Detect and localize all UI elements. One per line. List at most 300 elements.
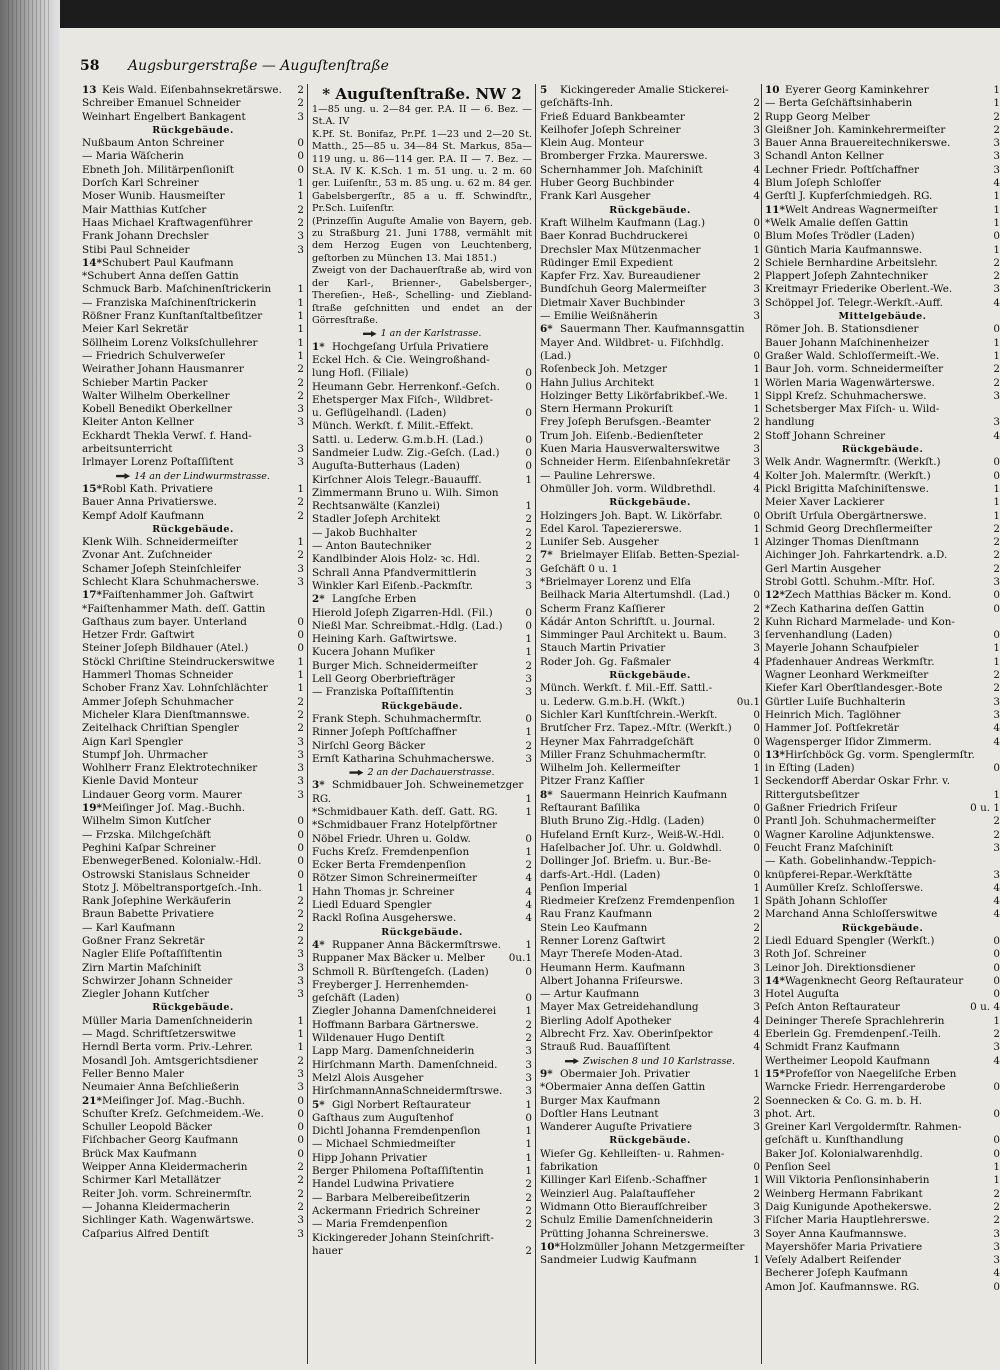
floor-number: 2	[297, 1054, 304, 1067]
resident-name: Gürtler Luiſe Buchhalterin	[765, 695, 906, 708]
entry-row	[540, 217, 760, 230]
floor-number: 1	[297, 1014, 304, 1027]
floor-number: 1	[525, 1005, 532, 1018]
entry-row	[765, 1134, 1000, 1147]
house-number: 14*	[765, 974, 785, 987]
floor-number: 2	[993, 376, 1000, 389]
resident-name: Gigl Norbert Reſtaurateur	[332, 1098, 471, 1111]
floor-number: 1	[525, 726, 532, 739]
floor-number: 3	[993, 150, 1000, 163]
resident-name: Prantl Joh. Schuhmachermeiſter	[765, 815, 936, 828]
house-number: 8*	[540, 788, 553, 801]
resident-name: Nagler Eliſe Poſtaſſiſtentin	[82, 948, 223, 961]
entry-row	[82, 337, 304, 350]
section-heading: Rückgebäude.	[609, 1135, 691, 1147]
entry-row	[540, 1148, 760, 1161]
entry-row	[765, 669, 1000, 682]
floor-number: 1	[993, 203, 1000, 216]
floor-number: 1	[993, 788, 1000, 801]
floor-number: 3	[753, 456, 760, 469]
resident-name: Ziegler Johanna Damenſchneiderei	[312, 1005, 497, 1018]
floor-number: 3	[297, 735, 304, 748]
resident-name: Gaßner Friedrich Friſeur	[765, 802, 898, 815]
entry-row	[765, 430, 1000, 443]
entry-row	[312, 859, 532, 872]
entry-row	[82, 1068, 304, 1081]
floor-number: 1	[753, 775, 760, 788]
entry-row	[765, 549, 1000, 562]
entry-row	[312, 341, 532, 354]
resident-name: Baker Joſ. Kolonialwarenhdlg.	[765, 1147, 923, 1160]
floor-number: 3	[297, 748, 304, 761]
house-number: 17*	[82, 589, 102, 602]
floor-number: 3	[297, 948, 304, 961]
entry-row	[540, 642, 760, 655]
entry-row	[765, 337, 1000, 350]
entry-row	[82, 204, 304, 217]
resident-name: Welt Andreas Wagnermeiſter	[785, 203, 938, 216]
page-number: 58	[80, 58, 100, 74]
floor-number: 4	[753, 163, 760, 176]
floor-number: 2	[993, 1200, 1000, 1213]
entry-row	[765, 363, 1000, 376]
resident-name: Feller Benno Maler	[82, 1067, 184, 1080]
resident-name: — Emilie Weißnäherin	[540, 310, 658, 323]
entry-row	[540, 802, 760, 815]
floor-number: 0	[525, 446, 532, 459]
entry-row	[765, 802, 1000, 815]
floor-number: 4	[753, 1014, 760, 1027]
floor-number: 1	[753, 1254, 760, 1267]
entry-row	[765, 696, 1000, 709]
resident-name: Gaſthaus zum bayer. Unterland	[82, 615, 247, 628]
entry-row	[540, 869, 760, 882]
resident-name: Hammerl Thomas Schneider	[82, 669, 233, 682]
resident-name: Kleiter Anton Kellner	[82, 416, 194, 429]
resident-name: Hufeland Ernſt Kurz-, Weiß-W.-Hdl.	[540, 828, 725, 841]
entry-row	[312, 833, 532, 846]
entry-row	[765, 97, 1000, 110]
floor-number: 3	[753, 1227, 760, 1240]
resident-name: Geſchäft 0 u. 1	[540, 562, 619, 575]
floor-number: 2	[297, 97, 304, 110]
resident-name: Heining Karh. Gaſtwirtswe.	[312, 633, 457, 646]
floor-number: 2	[525, 739, 532, 752]
entry-row	[765, 815, 1000, 828]
resident-name: u. Geflügelhandl. (Laden)	[312, 407, 447, 420]
resident-name: Schiele Bernhardine Arbeitslehr.	[765, 256, 938, 269]
street-info: Zweigt von der Dachauerſtraße ab, wird von der Karl-, Brienner-, Gabelsberger-, Thereſien-, Heß-, Schelling- und Zieblandſtraße geſchnitten und endet an der Görresſtraße.	[312, 265, 532, 326]
entry-row	[82, 682, 304, 695]
entry-row	[312, 620, 532, 633]
floor-number: 0	[993, 323, 1000, 336]
resident-name: Stein Leo Kaufmann	[540, 921, 648, 934]
resident-name: Schwirzer Johann Schneider	[82, 974, 233, 987]
resident-name: Hochgeſang Urſula Privatiere	[332, 340, 489, 353]
resident-name: Wohlherr Franz Elektrotechniker	[82, 762, 258, 775]
entry-row	[540, 310, 760, 323]
floor-number: 2	[525, 1218, 532, 1231]
entry-row	[540, 536, 760, 549]
floor-number: 1	[525, 1125, 532, 1138]
entry-row	[540, 1201, 760, 1214]
floor-number: 0	[525, 460, 532, 473]
floor-number: 2	[993, 536, 1000, 549]
floor-number: 0	[297, 815, 304, 828]
entry-row	[540, 962, 760, 975]
resident-name: Eyerer Georg Kaminkehrer	[785, 84, 929, 96]
entry-row	[82, 908, 304, 921]
resident-name: Schmuck Barb. Maſchinenſtrickerin	[82, 283, 272, 296]
resident-name: Schirmer Karl Metallätzer	[82, 1174, 221, 1187]
resident-name: Herndl Berta vorm. Priv.-Lehrer.	[82, 1041, 253, 1054]
entry-row	[765, 1001, 1000, 1014]
note-text: Zwischen 8 und 10 Karlstrasse.	[583, 1055, 735, 1067]
entry-row	[82, 190, 304, 203]
resident-name: Zeitelhack Chriſtian Spengler	[82, 722, 239, 735]
floor-number: 0	[993, 456, 1000, 469]
entry-row	[540, 297, 760, 310]
floor-number: 0	[525, 380, 532, 393]
floor-number: 3	[297, 243, 304, 256]
floor-number: 3	[753, 1121, 760, 1134]
resident-name: Frank Johann Drechsler	[82, 230, 209, 243]
resident-name: Hierold Joſeph Zigarren-Hdl. (Fil.)	[312, 606, 493, 619]
resident-name: Ammer Joſeph Schuhmacher	[82, 695, 234, 708]
floor-number: 1	[525, 633, 532, 646]
resident-name: Dietmair Xaver Buchbinder	[540, 296, 685, 309]
entry-row	[82, 656, 304, 669]
entry-row	[765, 1241, 1000, 1254]
entry-row	[82, 762, 304, 775]
resident-name: Baur Joh. vorm. Schneidermeiſter	[765, 363, 944, 376]
floor-number: 2	[753, 416, 760, 429]
resident-name: Zvonar Ant. Zuſchneider	[82, 549, 212, 562]
resident-name: Rupp Georg Melber	[765, 110, 870, 123]
floor-number: 1	[297, 310, 304, 323]
pointing-hand-icon	[565, 1058, 579, 1064]
floor-number: 2	[297, 908, 304, 921]
floor-number: 3	[525, 1085, 532, 1098]
floor-number: 0	[525, 1111, 532, 1124]
floor-number: 2	[525, 1244, 532, 1257]
floor-number: 3	[993, 695, 1000, 708]
floor-number: 2	[297, 1174, 304, 1187]
floor-number: 3	[753, 974, 760, 987]
floor-number: 4	[993, 908, 1000, 921]
floor-number: 0	[993, 1134, 1000, 1147]
entry-row	[540, 762, 760, 775]
resident-name: Münch. Werkſt. f. Milit.-Effekt.	[312, 420, 474, 433]
entry-row	[540, 523, 760, 536]
floor-number: 4	[993, 177, 1000, 190]
floor-number: 4	[753, 655, 760, 668]
resident-name: Irlmayer Lorenz Poſtaſſiſtent	[82, 456, 234, 469]
entry-row	[82, 270, 304, 283]
resident-name: Stumpf Joh. Uhrmacher	[82, 748, 208, 761]
entry-row	[312, 740, 532, 753]
entry-row	[312, 713, 532, 726]
entry-row	[82, 483, 304, 496]
entry-row	[765, 576, 1000, 589]
entry-row	[82, 217, 304, 230]
entry-row	[765, 1214, 1000, 1227]
entry-row	[82, 1148, 304, 1161]
resident-name: Haſelbacher Joſ. Uhr. u. Goldwhdl.	[540, 841, 722, 854]
resident-name: Mayer And. Wildbret- u. Fiſchhdlg.	[540, 336, 724, 349]
floor-number: 3	[297, 788, 304, 801]
entry-row	[765, 682, 1000, 695]
floor-number: 3	[993, 575, 1000, 588]
resident-name: Holzingers Joh. Bapt. W. Likörfabr.	[540, 509, 723, 522]
entry-row	[540, 456, 760, 469]
floor-number: 3	[753, 296, 760, 309]
floor-number: 3	[753, 948, 760, 961]
entry-row	[312, 673, 532, 686]
entry-row	[82, 416, 304, 429]
entry-row	[312, 952, 532, 965]
resident-name: Rackl Roſina Ausgeherswe.	[312, 912, 457, 925]
resident-name: Moser Wunib. Hausmeiſter	[82, 190, 225, 203]
resident-name: Micheler Klara Dienſtmannswe.	[82, 708, 250, 721]
floor-number: 1	[993, 84, 1000, 96]
entry-row	[82, 1041, 304, 1054]
entry-row	[540, 150, 760, 163]
resident-name: u. Lederw. G.m.b.H. (Wkſt.)	[540, 695, 685, 708]
entry-row	[765, 988, 1000, 1001]
resident-name: Liedl Eduard Spengler	[312, 899, 432, 912]
floor-number: 4	[525, 872, 532, 885]
resident-name: Rau Franz Kaufmann	[540, 908, 653, 921]
floor-number: 0	[525, 407, 532, 420]
resident-name: *Brielmayer Lorenz und Elſa	[540, 575, 691, 588]
entry-row	[540, 603, 760, 616]
house-number: 9*	[540, 1067, 553, 1080]
floor-number: 1	[753, 881, 760, 894]
floor-number: 2	[297, 1187, 304, 1200]
resident-name: Schieber Martin Packer	[82, 376, 208, 389]
resident-name: Kuhn Richard Marmelade- und Kon-	[765, 615, 955, 628]
entry-row	[540, 749, 760, 762]
floor-number: 4	[753, 482, 760, 495]
entry-row	[82, 922, 304, 935]
resident-name: Albrecht Frz. Xav. Oberinſpektor	[540, 1028, 713, 1041]
resident-name: Frank Steph. Schuhmachermſtr.	[312, 712, 482, 725]
resident-name: Prütting Johanna Schreinerswe.	[540, 1227, 709, 1240]
resident-name: Strauß Rud. Bauaſſiſtent	[540, 1041, 670, 1054]
floor-number: 0	[993, 629, 1000, 642]
floor-number: 0	[753, 230, 760, 243]
resident-name: Ackermann Friedrich Schreiner	[312, 1204, 480, 1217]
floor-number: 1	[753, 389, 760, 402]
resident-name: Eckhardt Thekla Verwſ. f. Hand-	[82, 429, 252, 442]
floor-number: 0	[753, 802, 760, 815]
entry-row	[765, 1161, 1000, 1174]
entry-row	[82, 443, 304, 456]
resident-name: Luniſer Seb. Ausgeher	[540, 536, 659, 549]
resident-name: — Anton Bautechniker	[312, 540, 432, 553]
entry-row	[82, 709, 304, 722]
entry-row	[540, 377, 760, 390]
resident-name: Haas Michael Kraftwagenführer	[82, 216, 253, 229]
entry-row	[765, 829, 1000, 842]
resident-name: Ernſt Katharina Schuhmacherswe.	[312, 752, 495, 765]
entry-row	[312, 779, 532, 792]
section-heading: Rückgebäude.	[841, 444, 924, 456]
resident-name: Bluth Bruno Zig.-Hdlg. (Laden)	[540, 815, 705, 828]
resident-name: Hirſchmann Marth. Damenſchneid.	[312, 1058, 498, 1071]
entry-row	[540, 97, 760, 110]
floor-number: 3	[753, 283, 760, 296]
entry-row	[82, 1228, 304, 1241]
entry-row	[540, 257, 760, 270]
resident-name: Schmid Georg Drechſlermeiſter	[765, 522, 933, 535]
resident-name: knüpferei-Repar.-Werkſtätte	[765, 868, 913, 881]
floor-number: 0	[297, 137, 304, 150]
entry-row	[765, 1095, 1000, 1108]
entry-row	[540, 1254, 760, 1267]
resident-name: *Faiſtenhammer Math. deſſ. Gattin	[82, 602, 266, 615]
floor-number: 3	[993, 708, 1000, 721]
entry-row	[82, 1134, 304, 1147]
floor-number: 4	[993, 1054, 1000, 1067]
entry-row	[312, 726, 532, 739]
entry-row	[82, 97, 304, 110]
entry-row	[765, 283, 1000, 296]
resident-name: Kádár Anton Schriftſt. u. Journal.	[540, 615, 716, 628]
resident-name: Sichlinger Kath. Wagenwärtswe.	[82, 1214, 255, 1227]
floor-number: 3	[753, 1214, 760, 1227]
entry-row	[312, 1032, 532, 1045]
floor-number: 2	[297, 935, 304, 947]
entry-row	[312, 886, 532, 899]
floor-number: 1	[753, 536, 760, 549]
resident-name: — Jakob Buchhalter	[312, 526, 417, 539]
floor-number: 1	[525, 1138, 532, 1151]
resident-name: Ruppaner Anna Bäckermſtrswe.	[332, 938, 502, 951]
floor-number: 1	[993, 642, 1000, 655]
entry-row	[540, 1041, 760, 1054]
entry-row	[540, 935, 760, 948]
entry-row	[82, 536, 304, 549]
resident-name: Heumann Gebr. Herrenkonf.-Geſch.	[312, 380, 500, 393]
floor-number: 1	[753, 403, 760, 416]
entry-row	[82, 616, 304, 629]
floor-number: 3	[525, 673, 532, 686]
entry-row	[540, 1214, 760, 1227]
floor-number: 3	[753, 642, 760, 655]
floor-number: 1	[297, 283, 304, 296]
entry-row	[540, 390, 760, 403]
resident-name: Schneider Herm. Eiſenbahnſekretär	[540, 456, 731, 469]
entry-row	[540, 483, 760, 496]
entry-row	[540, 656, 760, 669]
floor-number: 0	[297, 855, 304, 868]
entry-row	[540, 323, 760, 336]
floor-number: 2	[297, 376, 304, 389]
floor-number: 2	[753, 97, 760, 110]
resident-name: Doſtler Hans Leutnant	[540, 1107, 659, 1120]
floor-number: 2	[993, 828, 1000, 841]
resident-name: Pfadenhauer Andreas Werkmſtr.	[765, 655, 935, 668]
floor-number: 2	[753, 256, 760, 269]
resident-name: Fiſcher Maria Hauptlehrerswe.	[765, 1214, 930, 1227]
entry-row	[540, 789, 760, 802]
floor-number: 3	[753, 1001, 760, 1014]
floor-number: 0	[525, 712, 532, 725]
entry-row	[540, 1068, 760, 1081]
resident-name: Schober Franz Xav. Lohnſchlächter	[82, 682, 268, 695]
resident-name: Roder Joh. Gg. Faßmaler	[540, 655, 671, 668]
entry-row	[765, 377, 1000, 390]
resident-name: Heumann Herm. Kaufmann	[540, 961, 686, 974]
entry-row	[312, 1152, 532, 1165]
entry-row	[765, 1267, 1000, 1280]
resident-name: Schandl Anton Kellner	[765, 150, 884, 163]
floor-number: 1	[993, 509, 1000, 522]
resident-name: Schubert Paul Kaufmann	[102, 256, 234, 269]
street-note	[82, 470, 304, 483]
resident-name: Peghini Kaſpar Schreiner	[82, 841, 216, 854]
floor-number: 2	[753, 110, 760, 123]
floor-number: 4	[525, 899, 532, 912]
resident-name: Eberlein Gg. Fremdenpenſ.-Teilh.	[765, 1028, 942, 1041]
floor-number: 2	[993, 363, 1000, 376]
entry-row	[765, 244, 1000, 257]
entry-row	[540, 882, 760, 895]
floor-number: 3	[297, 110, 304, 123]
entry-row	[312, 660, 532, 673]
floor-number: 1	[525, 806, 532, 818]
entry-row	[82, 935, 304, 948]
resident-name: Güntich Maria Kaufmannswe.	[765, 243, 923, 256]
resident-name: *Obermaier Anna deſſen Gattin	[540, 1081, 706, 1094]
entry-row	[312, 434, 532, 447]
entry-row	[540, 443, 760, 456]
resident-name: Schrall Anna Pfandvermittlerin	[312, 566, 477, 579]
resident-name: Brück Max Kaufmann	[82, 1147, 197, 1160]
floor-number: 2	[297, 389, 304, 402]
resident-name: Bauer Anna Brauereitechnikerswe.	[765, 137, 951, 150]
floor-number: 1	[525, 1165, 532, 1178]
resident-name: — Barbara Melbereibeſitzerin	[312, 1191, 470, 1204]
entry-row	[312, 646, 532, 659]
resident-name: Wieſer Gg. Kehlleiſten- u. Rahmen-	[540, 1147, 725, 1160]
floor-number: 0	[297, 841, 304, 854]
resident-name: Weinhart Engelbert Bankagent	[82, 110, 246, 123]
entry-row	[765, 563, 1000, 576]
entry-row	[312, 1125, 532, 1138]
resident-name: Rüdinger Emil Expedient	[540, 256, 673, 269]
entry-row	[312, 540, 532, 553]
resident-name: Mayershöfer Maria Privatiere	[765, 1240, 923, 1253]
floor-number: 1	[525, 845, 532, 858]
floor-number: 2	[297, 363, 304, 376]
resident-name: Kempf Adolf Kaufmann	[82, 509, 205, 522]
floor-number: 3	[993, 163, 1000, 176]
resident-name: geſchäfts-Inh.	[540, 97, 614, 110]
floor-number: 3	[297, 1081, 304, 1094]
floor-number: 3	[753, 1200, 760, 1213]
entry-row	[540, 177, 760, 190]
entry-row	[82, 988, 304, 1001]
floor-number: 0	[297, 615, 304, 628]
resident-name: arbeitsunterricht	[82, 443, 173, 456]
entry-row	[82, 1188, 304, 1201]
floor-number: 4	[993, 722, 1000, 735]
resident-name: Profeſſor von Naegeliſche Erben	[785, 1067, 957, 1080]
resident-name: Feucht Franz Maſchiniſt	[765, 841, 893, 854]
